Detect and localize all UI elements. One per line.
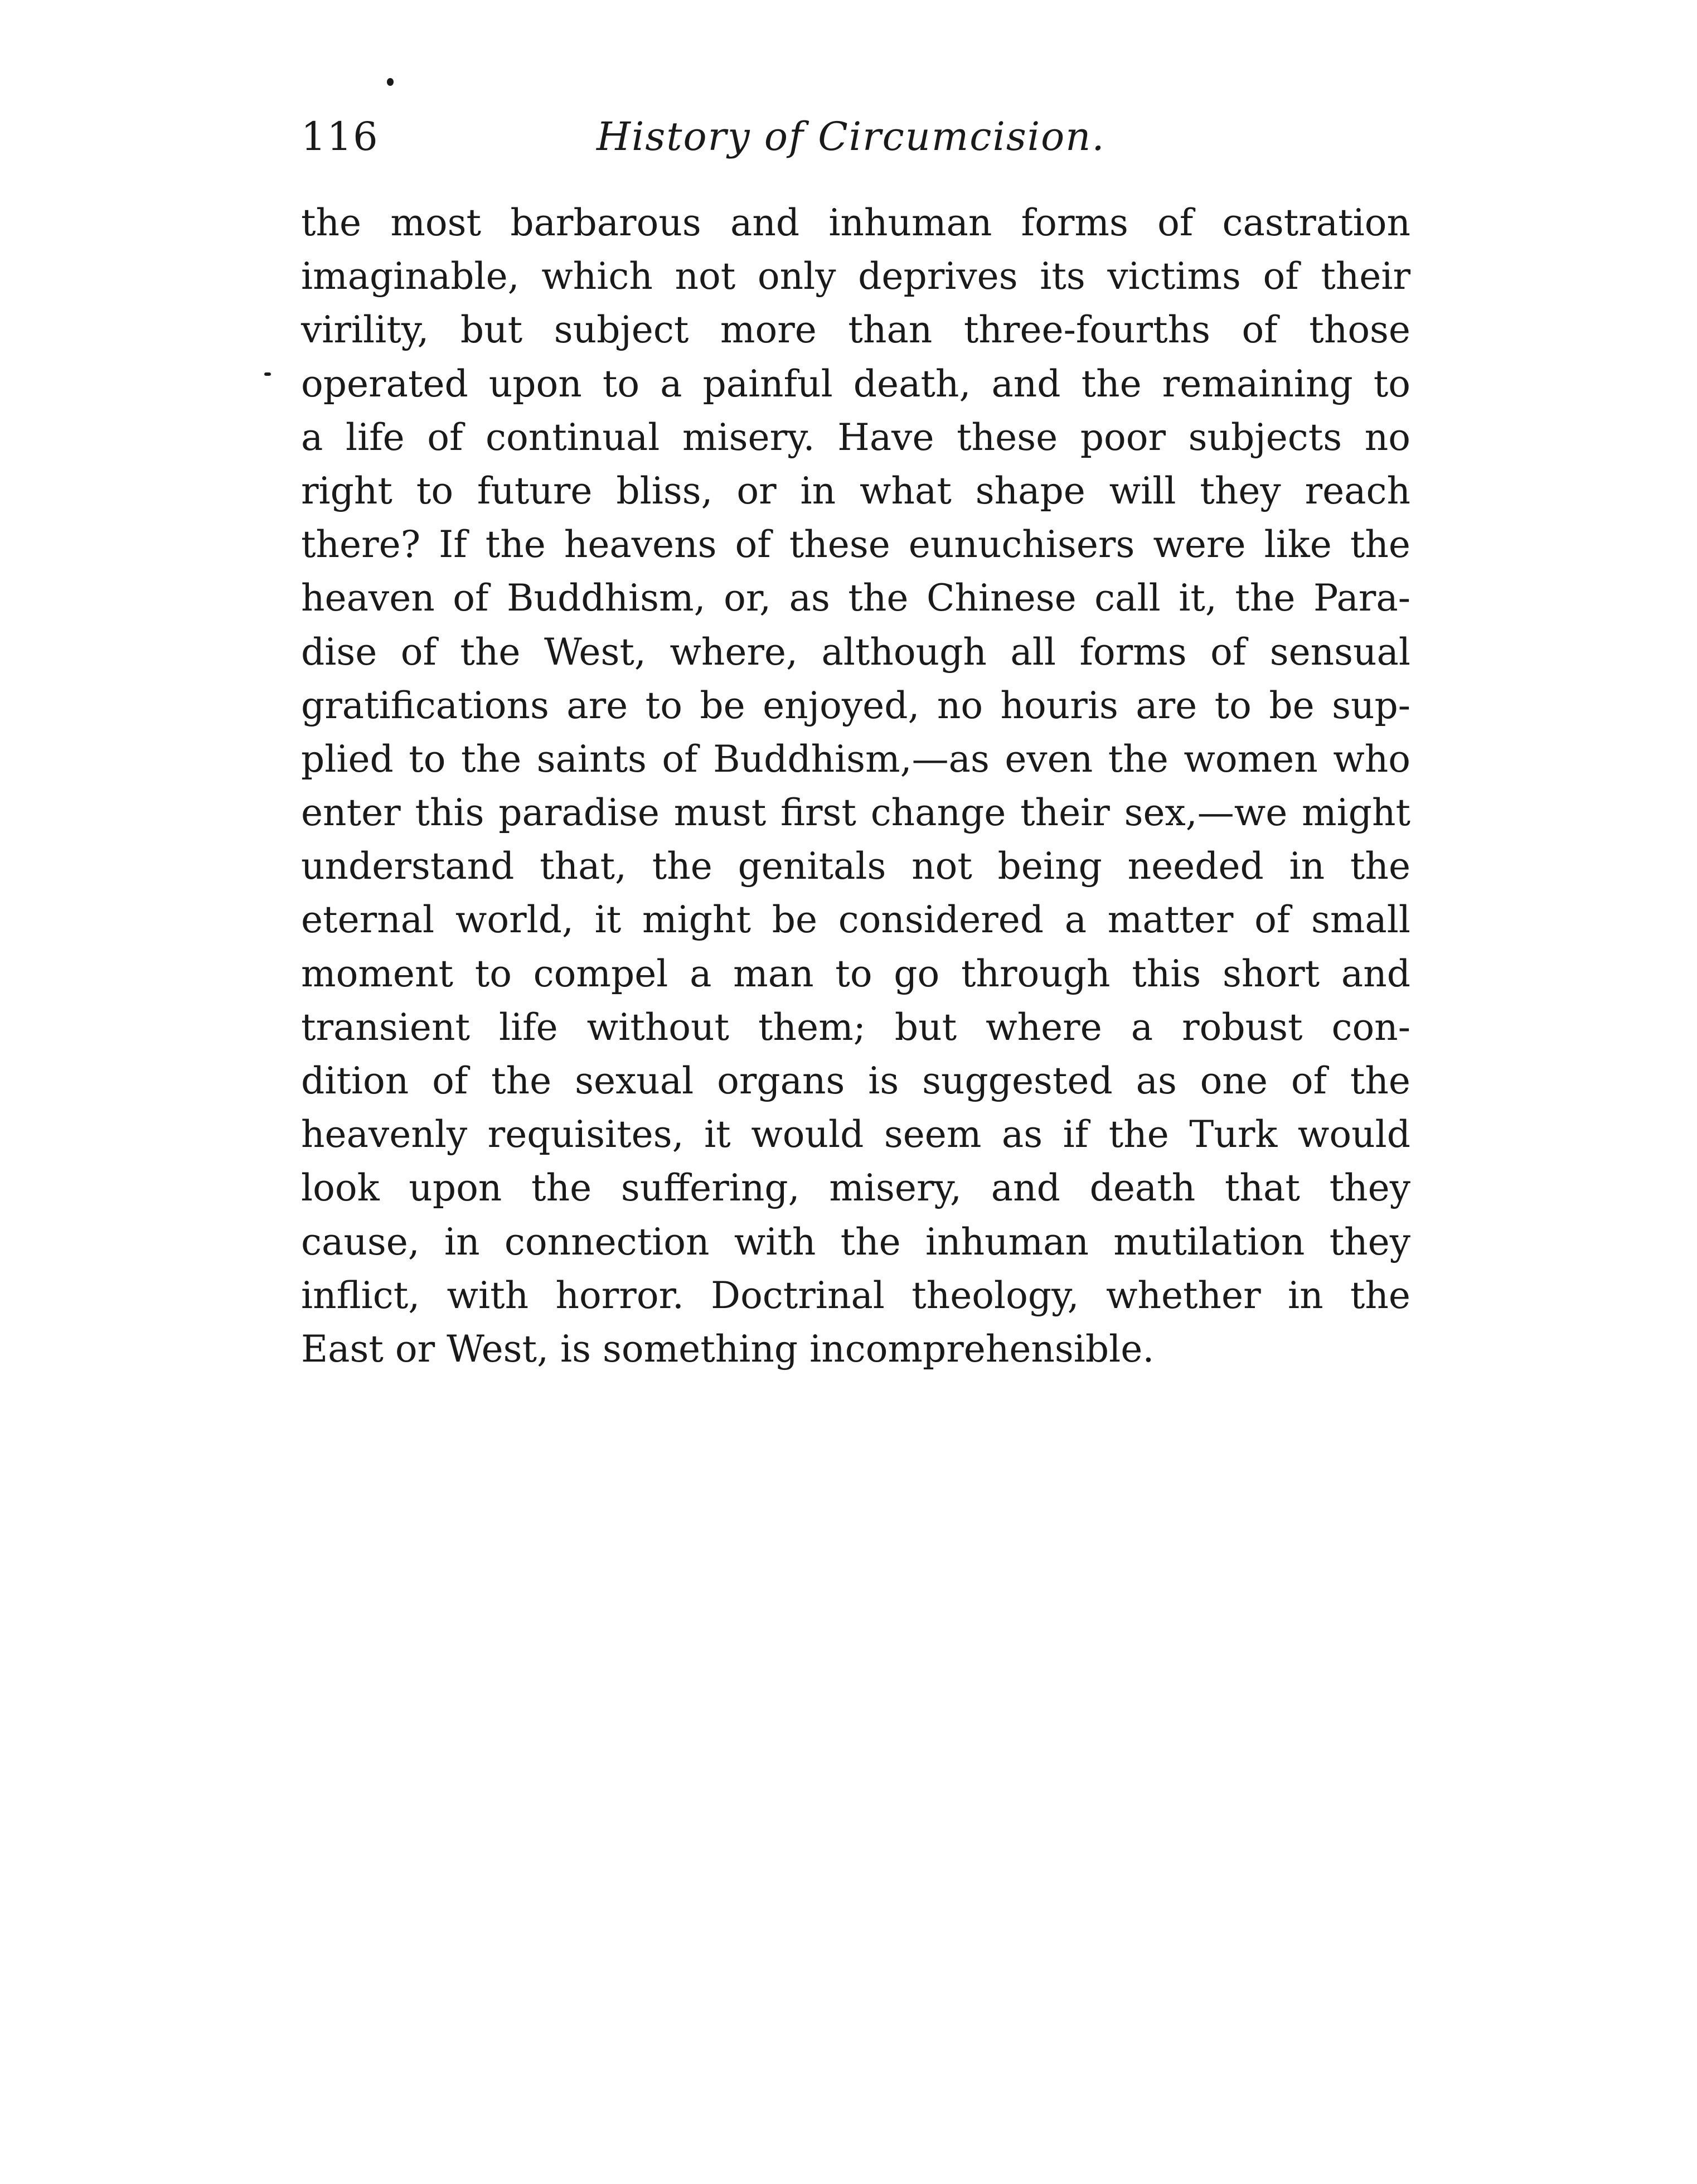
body-paragraph — [301, 196, 1410, 1376]
running-head — [301, 106, 1410, 167]
text-line: virility, but subject more than three-fourths of those — [301, 308, 1410, 352]
text-line: a life of continual misery. Have these poor subjects no — [301, 415, 1410, 459]
text-line: dise of the West, where, although all forms of sensual — [301, 630, 1410, 674]
text-line: dition of the sexual organs is suggested as one of the — [301, 1059, 1410, 1102]
text-line: moment to compel a man to go through this short and — [301, 952, 1410, 995]
text-line-last: East or West, is something incomprehensible. — [301, 1327, 1155, 1371]
ink-speck — [264, 372, 271, 376]
ink-speck — [387, 78, 394, 86]
text-line: inflict, with horror. Doctrinal theology, whether in the — [301, 1273, 1410, 1317]
text-line: right to future bliss, or in what shape will they reach — [301, 469, 1410, 512]
text-line: the most barbarous and inhuman forms of castration — [301, 201, 1410, 244]
text-line: enter this paradise must first change their sex,—we might — [301, 791, 1410, 835]
text-line: plied to the saints of Buddhism,—as even the women who — [301, 737, 1410, 781]
text-line: eternal world, it might be considered a matter of small — [301, 898, 1410, 942]
page-number: 116 — [301, 114, 379, 159]
text-line: understand that, the genitals not being needed in the — [301, 845, 1410, 888]
running-title: History of Circumcision. — [597, 114, 1106, 159]
text-line: look upon the suffering, misery, and death that they — [301, 1166, 1410, 1210]
text-line: cause, in connection with the inhuman mutilation they — [301, 1220, 1410, 1263]
text-line: transient life without them; but where a robust con- — [301, 1005, 1410, 1049]
text-line: heavenly requisites, it would seem as if the Turk would — [301, 1113, 1410, 1156]
text-line: imaginable, which not only deprives its victims of their — [301, 255, 1410, 298]
text-line: gratifications are to be enjoyed, no houris are to be sup- — [301, 684, 1410, 727]
text-line: operated upon to a painful death, and the remaining to — [301, 362, 1410, 405]
text-line: there? If the heavens of these eunuchisers were like the — [301, 523, 1410, 566]
text-line: heaven of Buddhism, or, as the Chinese call it, the Para- — [301, 577, 1410, 620]
